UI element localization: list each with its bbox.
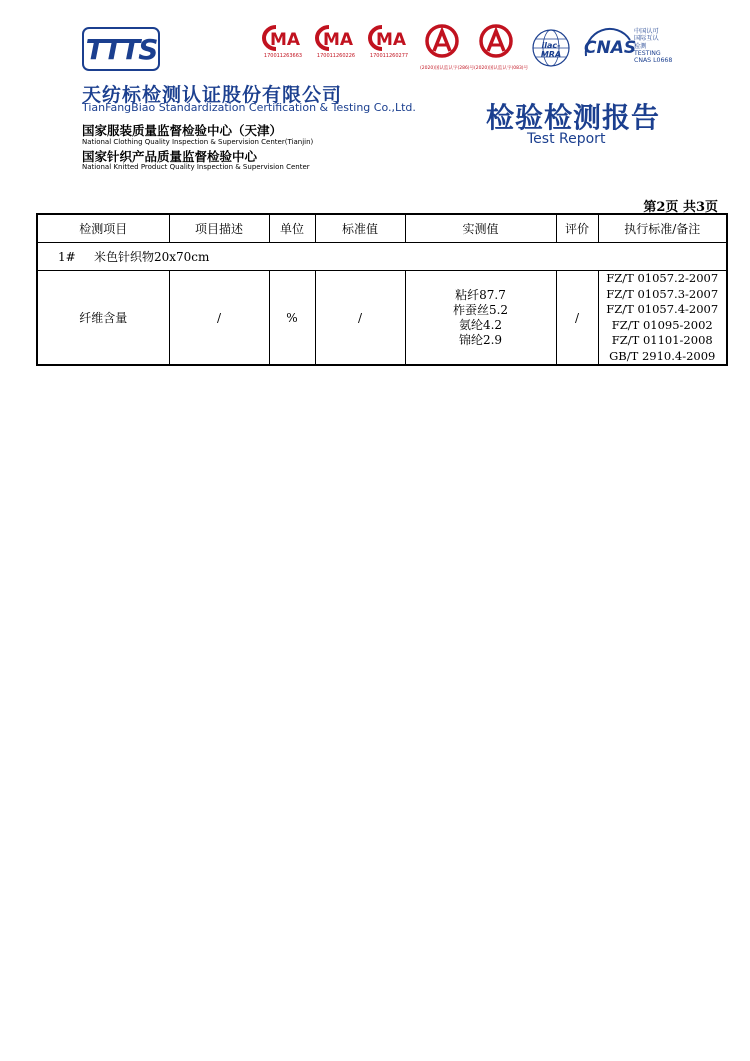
standard-ref: FZ/T 01057.3-2007 [606, 286, 719, 301]
cma-number: 170011260226 [316, 53, 356, 59]
standard-ref: GB/T 2910.4-2009 [609, 348, 716, 363]
measured-value: 锦纶2.9 [458, 332, 503, 347]
unit: % [269, 271, 315, 366]
cma-icon [313, 24, 359, 52]
cal-icon [420, 24, 464, 60]
cal-number: (2020)国认监认字(083)号 [474, 66, 529, 71]
cma-number: 170011260277 [369, 53, 409, 59]
column-header: 评价 [556, 214, 598, 243]
cnas-label: CNAS [584, 38, 637, 58]
test-item: 纤维含量 [37, 271, 169, 366]
column-header: 检测项目 [37, 214, 169, 243]
column-header: 项目描述 [169, 214, 269, 243]
knitted-center-name-cn: 国家针织产品质量监督检验中心 [82, 149, 258, 164]
sample-name: 米色针织物20x70cm [94, 250, 210, 264]
svg-text:MA: MA [376, 30, 407, 50]
column-header: 执行标准/备注 [598, 214, 727, 243]
company-name-en: TianFangBiao Standardization Certification & Testing Co.,Ltd. [82, 101, 416, 114]
measured-value: 粘纤87.7 [455, 287, 506, 302]
sample-row [37, 243, 727, 271]
column-header: 单位 [269, 214, 315, 243]
cma-icon [366, 24, 412, 52]
cnas-side-text: 中国认可 国际互认 检测 TESTING CNAS L0668 [634, 28, 673, 65]
company-logo [82, 27, 160, 71]
measured-values [405, 271, 556, 366]
results-table [36, 213, 728, 366]
cal-mark [420, 24, 475, 71]
company-name-cn: 天纺标检测认证股份有限公司 [82, 84, 343, 106]
clothing-center-name-en: National Clothing Quality Inspection & Supervision Center(Tianjin) [82, 138, 314, 146]
standard-ref: FZ/T 01095-2002 [611, 317, 713, 332]
sample-id: 1# [58, 250, 76, 264]
cal-mark [474, 24, 529, 71]
ilac-label: ilac-MRA [540, 41, 562, 59]
report-title-cn: 检验检测报告 [486, 101, 661, 134]
cnas-logo [582, 26, 637, 74]
measured-value: 氨纶4.2 [458, 317, 503, 332]
item-description: / [169, 271, 269, 366]
clothing-center-name-cn: 国家服装质量监督检验中心（天津） [82, 123, 283, 138]
cma-mark [366, 24, 412, 59]
evaluation: / [556, 271, 598, 366]
logo-text: TTTS [85, 32, 157, 66]
cal-icon [474, 24, 518, 60]
svg-text:MA: MA [323, 30, 354, 50]
standard-value: / [315, 271, 405, 366]
cal-number: (2020)国认监认字(286)号 [420, 66, 475, 71]
ilac-mra-logo [532, 27, 570, 73]
cma-icon [260, 24, 306, 52]
standard-ref: FZ/T 01101-2008 [611, 333, 713, 347]
standard-ref: FZ/T 01057.4-2007 [606, 302, 719, 316]
table-header-row [37, 214, 727, 243]
table-row [37, 271, 727, 366]
sample-cell [37, 243, 727, 271]
page-indicator: 第2页 共3页 [643, 200, 718, 215]
cma-mark [260, 24, 306, 59]
standard-ref: FZ/T 01057.2-2007 [606, 271, 719, 285]
cma-mark [313, 24, 359, 59]
column-header: 实测值 [405, 214, 556, 243]
measured-value: 柞蚕丝5.2 [452, 302, 509, 317]
report-title-en: Test Report [527, 131, 606, 147]
cma-number: 170011263663 [263, 53, 303, 59]
column-header: 标准值 [315, 214, 405, 243]
knitted-center-name-en: National Knitted Product Quality Inspection & Supervision Center [82, 163, 310, 171]
svg-text:MA: MA [270, 30, 301, 50]
applied-standards [598, 271, 727, 366]
